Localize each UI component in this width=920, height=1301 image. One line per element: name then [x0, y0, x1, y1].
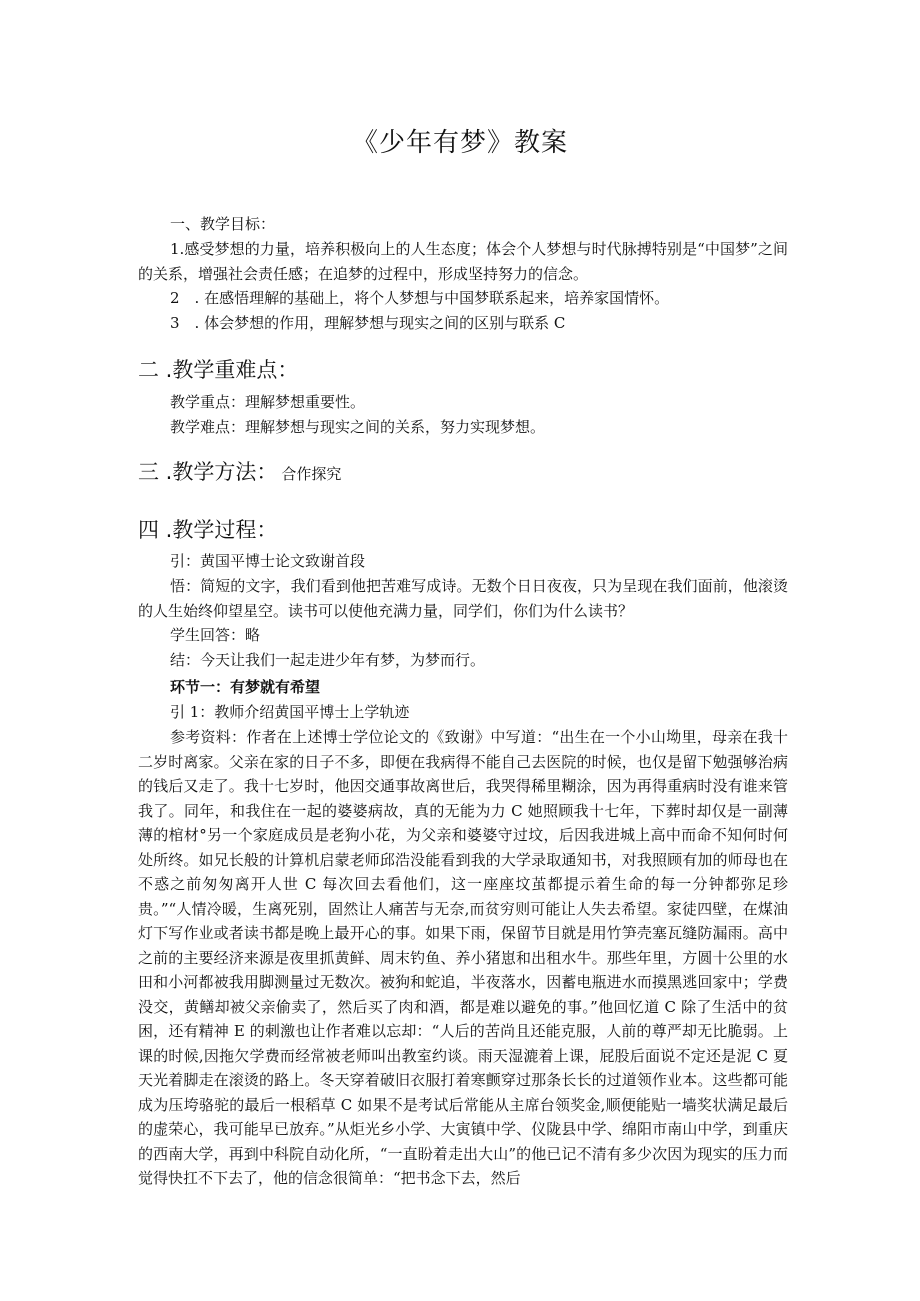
- key-difficulty: 教学难点：理解梦想与现实之间的关系，努力实现梦想。: [170, 418, 546, 436]
- method-heading-text: 三 .教学方法：: [138, 460, 278, 484]
- section1-lead: 引 1：教师介绍黄国平博士上学轨迹: [170, 703, 410, 721]
- method-value: 合作探究: [281, 465, 342, 483]
- section1-title: 环节一：有梦就有希望: [170, 678, 321, 696]
- process-conclusion: 结：今天让我们一起走进少年有梦，为梦而行。: [170, 651, 486, 669]
- goal-item-1: 1.感受梦想的力量，培养积极向上的人生态度；体会个人梦想与时代脉搏特别是“中国梦”之间的关系，增强社会责任感；在追梦的过程中，形成坚持努力的信念。: [138, 240, 788, 283]
- key-points-heading: 二 .教学重难点：: [138, 358, 299, 382]
- section1-reference: 参考资料：作者在上述博士学位论文的《致谢》中写道：“出生在一个小山坳里，母亲在我十二岁时离家。父亲在家的日子不多，即便在我病得不能自己去医院的时候，也仅是留下勉强够治病的钱后又走了。我十七岁时，他因交通事故离世后，我哭得稀里糊涂，因为再得重病时没有谁来管我了。同年，和我住在一起的婆婆病故，真的无能为力 C 她照顾我十七年，下葬时却仅是一副薄薄的棺材°另一个家庭成员是老狗小花，为父亲和婆婆守过坟，后因我进城上高中而命不知何时何处所终。如兄长般的计算机启蒙老师邱浩没能看到我的大学录取通知书，对我照顾有加的师母也在不惑之前匆匆离开人世 C 每次回去看他们，这一座座坟茧都提示着生命的每一分钟都弥足珍贵。”“人情冷暖，生离死别，固然让人痛苦与无奈,而贫穷则可能让人失去希望。家徒四壁，在煤油灯下写作业或者读书都是晚上最开心的事。如果下雨，保留节目就是用竹笋壳塞瓦缝防漏雨。高中之前的主要经济来源是夜里抓黄鲜、周末钓鱼、养小猪崽和出租水牛。那些年里，方圆十公里的水田和小河都被我用脚测量过无数次。被狗和蛇追，半夜落水，因蓄电瓶进水而摸黑逃回家中；学费没交，黄鳝却被父亲偷卖了，然后买了肉和酒，都是难以避免的事。”他回忆道 C 除了生活中的贫困，还有精神 E 的刺激也让作者难以忘却：“人后的苦尚且还能克服，人前的尊严却无比脆弱。上课的时候,因拖欠学费而经常被老师叫出教室约谈。雨天湿漉着上课，屁股后面说不定还是泥 C 夏天光着脚走在滚烫的路上。冬天穿着破旧衣服打着寒颤穿过那条长长的过道领作业本。这些都可能成为压垮骆驼的最后一根稻草 C 如果不是考试后常能从主席台领奖金,顺便能贴一墙奖状满足最后的虚荣心，我可能早已放弃。”从炬光乡小学、大寅镇中学、仪陇县中学、绵阳市南山中学，到重庆的西南大学，再到中科院自动化所，“一直盼着走出大山”的他已记不清有多少次因为现实的压力而觉得快扛不下去了，他的信念很简单：“把书念下去，然后: [138, 728, 788, 1187]
- method-heading: [138, 456, 788, 486]
- process-insight: 悟：简短的文字，我们看到他把苦难写成诗。无数个日日夜夜，只为呈现在我们面前，他滚烫的人生始终仰望星空。读书可以使他充满力量，同学们，你们为什么读书？: [138, 577, 788, 620]
- process-heading: 四 .教学过程：: [138, 518, 278, 542]
- document-title: 《少年有梦》教案: [351, 128, 568, 158]
- goal-item-2: 2 . 在感悟理解的基础上，将个人梦想与中国梦联系起来，培养家国情怀。: [170, 289, 670, 307]
- process-intro: 引：黄国平博士论文致谢首段: [170, 552, 366, 570]
- goals-heading: 一、教学目标：: [170, 215, 276, 233]
- key-focus: 教学重点：理解梦想重要性。: [170, 393, 366, 411]
- process-answer: 学生回答：略: [170, 626, 261, 644]
- goal-item-3: 3 . 体会梦想的作用，理解梦想与现实之间的区别与联系 C: [170, 314, 566, 332]
